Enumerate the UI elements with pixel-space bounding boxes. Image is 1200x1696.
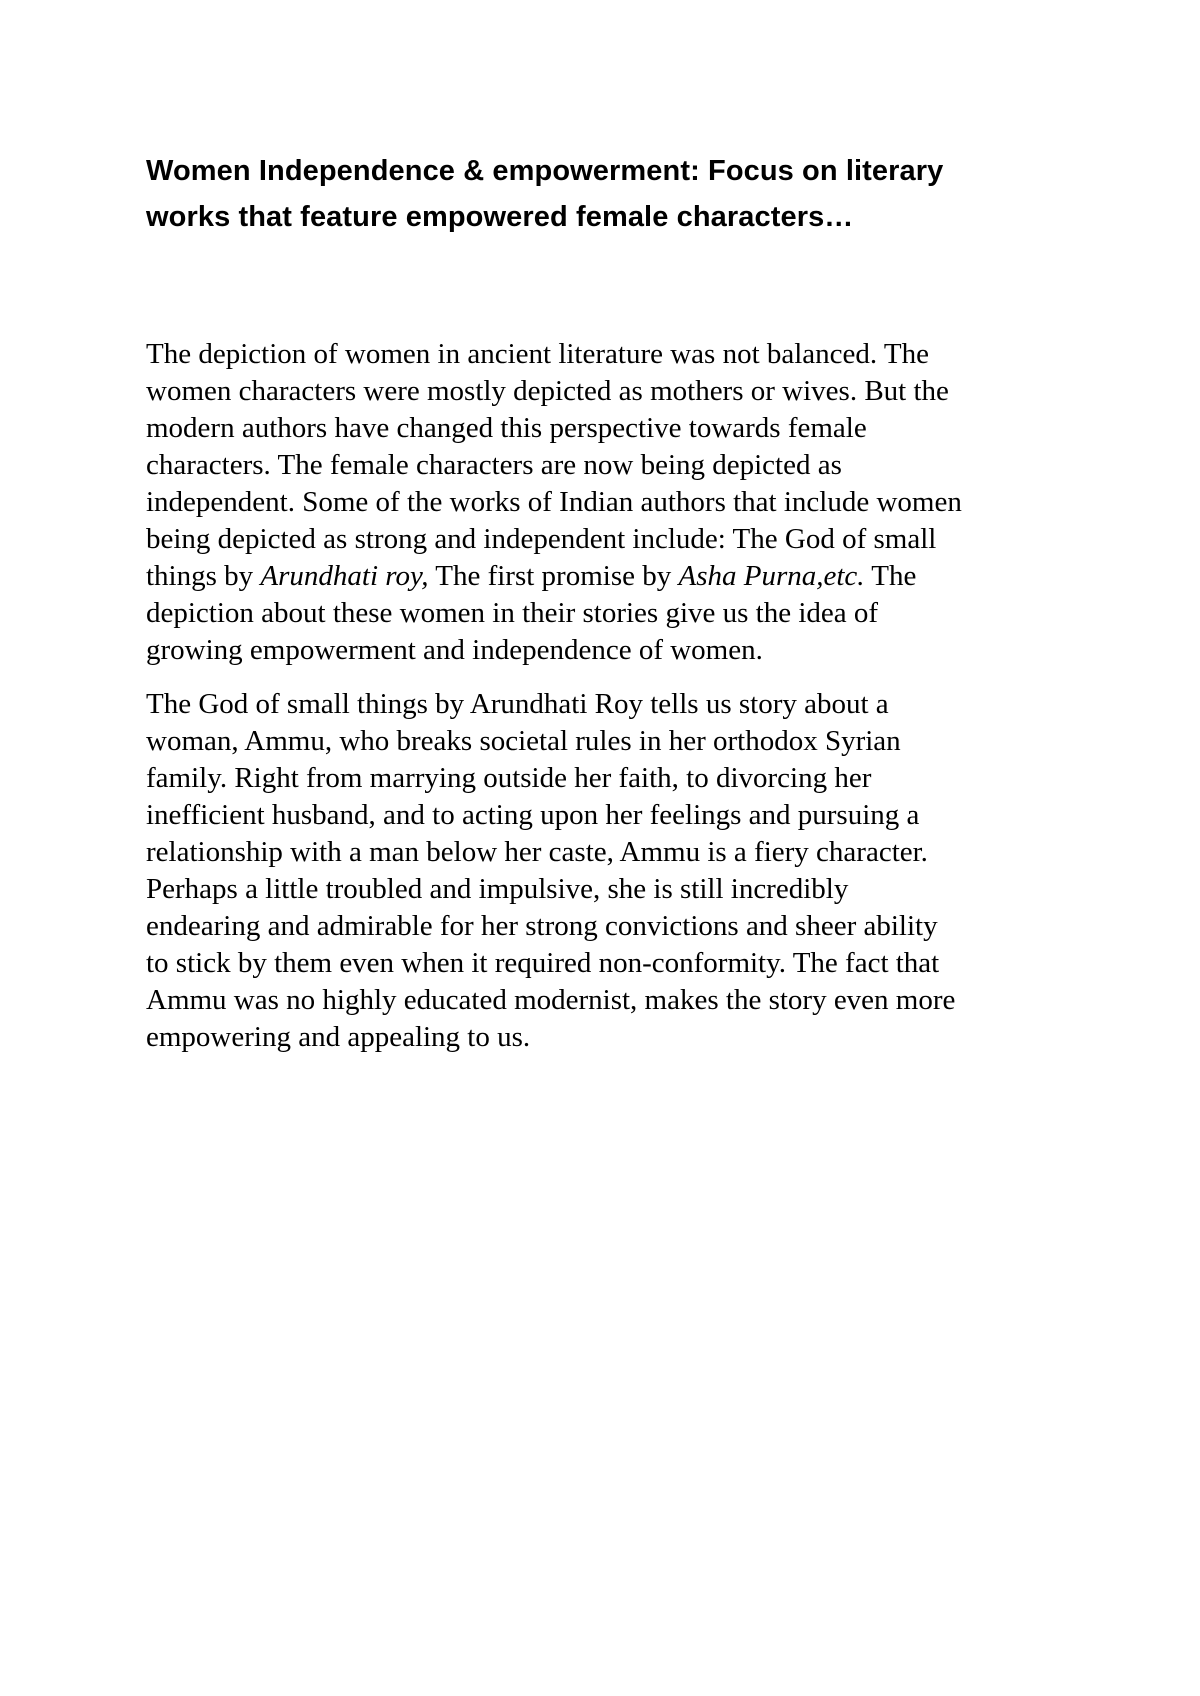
text-segment: The first promise by xyxy=(428,560,679,592)
paragraph-line: empowering and appealing to us. xyxy=(146,1021,531,1053)
paragraph-line: characters. The female characters are now being depicted as xyxy=(146,449,842,481)
paragraph-line: Perhaps a little troubled and impulsive, she is still incredibly xyxy=(146,873,849,905)
paragraph-line: depiction about these women in their stories give us the idea of xyxy=(146,597,879,629)
paragraph-2 xyxy=(146,686,1076,1056)
paragraph-line: relationship with a man below her caste, Ammu is a fiery character. xyxy=(146,836,928,868)
paragraph-line: growing empowerment and independence of women. xyxy=(146,634,763,666)
text-segment: things by xyxy=(146,560,261,592)
paragraph-line: Ammu was no highly educated modernist, makes the story even more xyxy=(146,984,956,1016)
paragraph-line: inefficient husband, and to acting upon her feelings and pursuing a xyxy=(146,799,920,831)
paragraph-line: family. Right from marrying outside her faith, to divorcing her xyxy=(146,762,872,794)
paragraph-line: endearing and admirable for her strong convictions and sheer ability xyxy=(146,910,938,942)
title-line: Women Independence & empowerment: Focus on literary xyxy=(146,155,944,187)
paragraph-line-with-authors xyxy=(146,558,1076,595)
paragraph-line: to stick by them even when it required non-conformity. The fact that xyxy=(146,947,940,979)
paragraph-line: woman, Ammu, who breaks societal rules in her orthodox Syrian xyxy=(146,725,901,757)
text-segment: The xyxy=(864,560,917,592)
document-content xyxy=(146,148,1076,1056)
document-title xyxy=(146,148,1076,240)
paragraph-line: women characters were mostly depicted as mothers or wives. But the xyxy=(146,375,949,407)
author-name-asha-purna: Asha Purna,etc. xyxy=(678,560,865,592)
title-line: works that feature empowered female characters… xyxy=(146,201,854,233)
paragraph-line: being depicted as strong and independent include: The God of small xyxy=(146,523,937,555)
paragraph-1 xyxy=(146,336,1076,669)
paragraph-line: independent. Some of the works of Indian authors that include women xyxy=(146,486,962,518)
paragraph-line: The God of small things by Arundhati Roy tells us story about a xyxy=(146,688,889,720)
paragraph-line: modern authors have changed this perspective towards female xyxy=(146,412,867,444)
author-name-arundhati-roy: Arundhati roy, xyxy=(260,560,429,592)
paragraph-line: The depiction of women in ancient literature was not balanced. The xyxy=(146,338,929,370)
